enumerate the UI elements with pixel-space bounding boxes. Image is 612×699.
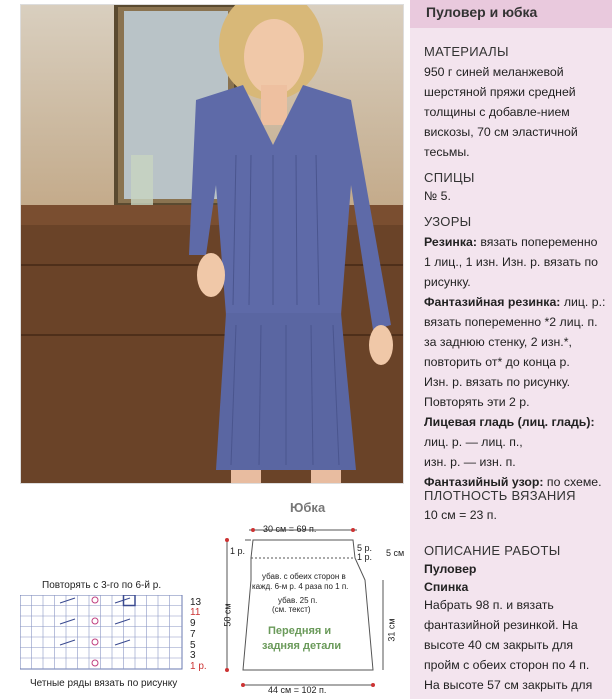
stockinette-title: Лицевая гладь (лиц. гладь):	[424, 415, 595, 429]
rib-title: Резинка:	[424, 235, 477, 249]
materials-line-3: толщины с добавле-нием	[424, 105, 570, 119]
skirt-cm-31: 31 см	[386, 618, 397, 642]
fancy-rib-line-5: Повторять эти 2 р.	[424, 395, 530, 409]
fancy-rib-line-0	[424, 292, 610, 312]
work-heading: ОПИСАНИЕ РАБОТЫ	[424, 543, 561, 558]
chart-row-7: 7	[190, 629, 196, 640]
stockinette-line-1: лиц. р. — лиц. п.,	[424, 435, 523, 449]
needles-heading: СПИЦЫ	[424, 170, 475, 185]
skirt-decrease-4: (см. текст)	[272, 605, 311, 614]
skirt-row-right-2: 1 р.	[357, 552, 373, 562]
rib-line-3: рисунку.	[424, 275, 471, 289]
rib-line-2: 1 лиц., 1 изн. Изн. р. вязать по	[424, 255, 598, 269]
fancy-pattern-text: по схеме.	[543, 475, 602, 489]
work-line-2: фантазийной резинкой. На	[424, 618, 578, 632]
work-line-3: высоте 40 см закрыть для	[424, 638, 574, 652]
work-line-4: пройм с обеих сторон по 4 п.	[424, 658, 590, 672]
fancy-rib-line-1: вязать попеременно *2 лиц. п.	[424, 315, 598, 329]
skirt-decrease-1: убав. с обеих сторон в	[262, 572, 346, 581]
rib-text: вязать попеременно	[476, 235, 598, 249]
back-heading: Спинка	[424, 580, 469, 594]
materials-line-1: 950 г синей меланжевой	[424, 65, 564, 79]
chart-row-13: 13	[190, 597, 202, 608]
chart-row-3: 3	[190, 650, 196, 661]
skirt-row-right-top: 5 р.	[357, 543, 373, 553]
model-illustration	[21, 5, 403, 483]
skirt-piece-1: Передняя и	[268, 625, 332, 637]
skirt-piece-2: задняя детали	[262, 640, 342, 652]
chart-footer: Четные ряды вязать по рисунку	[30, 678, 178, 689]
fancy-pattern-title: Фантазийный узор:	[424, 475, 544, 489]
chart-row-11: 11	[190, 607, 201, 618]
photo-model	[20, 4, 404, 484]
patterns-heading: УЗОРЫ	[424, 214, 472, 229]
skirt-title: Юбка	[290, 500, 326, 515]
chart-row-9: 9	[190, 618, 196, 629]
chart-row-1: 1 р.	[190, 661, 207, 672]
stockinette-line-2: изн. р. — изн. п.	[424, 455, 516, 469]
chart-repeat-label: Повторять с 3-го по 6-й р.	[42, 580, 162, 591]
knitting-chart	[20, 595, 185, 670]
gauge-heading: ПЛОТНОСТЬ ВЯЗАНИЯ	[424, 488, 576, 503]
title-bar	[410, 0, 612, 28]
skirt-decrease-2: кажд. 6-м р. 4 раза по 1 п.	[252, 582, 349, 591]
fancy-rib-title: Фантазийная резинка:	[424, 295, 561, 309]
pullover-heading: Пуловер	[424, 562, 477, 576]
fancy-rib-line-3: повторить от* до конца р.	[424, 355, 570, 369]
materials-line-5: тесьмы.	[424, 145, 470, 159]
skirt-row-left: 1 р.	[230, 546, 246, 556]
fancy-rib-line-2: за заднюю стенку, 2 изн.*,	[424, 335, 572, 349]
page-title: Пуловер и юбка	[426, 4, 538, 20]
skirt-bottom-width: 44 см = 102 п.	[268, 685, 327, 695]
skirt-top-width: 30 см = 69 п.	[263, 524, 317, 534]
skirt-decrease-3: убав. 25 п.	[278, 596, 318, 605]
materials-heading: МАТЕРИАЛЫ	[424, 44, 509, 59]
chart-row-5: 5	[190, 640, 196, 651]
fancy-rib-text: лиц. р.:	[560, 295, 606, 309]
instructions-panel	[410, 0, 612, 699]
work-line-1: Набрать 98 п. и вязать	[424, 598, 554, 612]
skirt-cm-50: 50 см	[222, 603, 233, 627]
needles-value: № 5.	[424, 189, 451, 203]
materials-line-2: шерстяной пряжи средней	[424, 85, 576, 99]
materials-line-4: вискозы, 70 см эластичной	[424, 125, 578, 139]
gauge-value: 10 см = 23 п.	[424, 508, 497, 522]
fancy-rib-line-4: Изн. р. вязать по рисунку.	[424, 375, 571, 389]
work-line-5: На высоте 57 см закрыть для	[424, 678, 593, 692]
rib-line-1	[424, 232, 610, 252]
skirt-cm-5: 5 см	[386, 548, 405, 558]
